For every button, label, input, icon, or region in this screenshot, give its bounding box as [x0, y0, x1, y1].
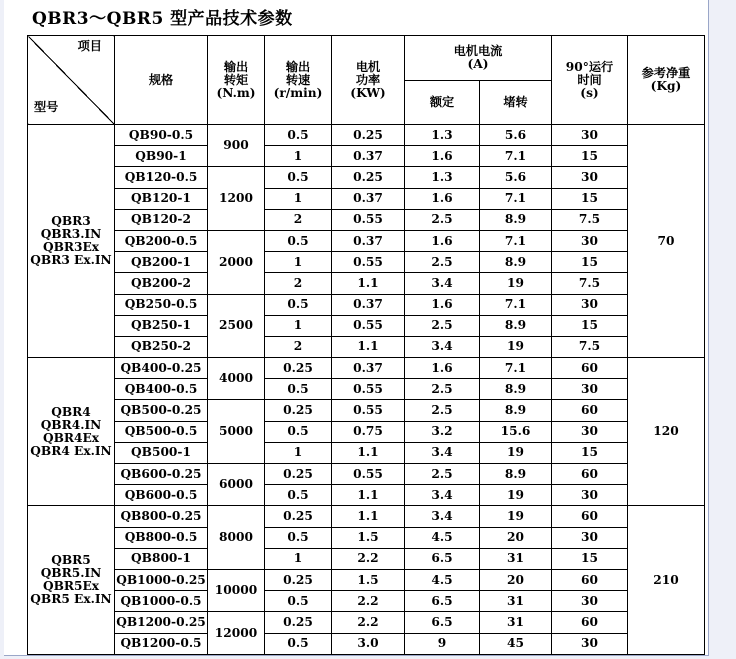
spec-cell: QB200-2	[115, 273, 208, 294]
rated-current-cell: 1.3	[405, 125, 480, 146]
stall-current-cell: 7.1	[480, 358, 552, 379]
stall-current-cell: 15.6	[480, 421, 552, 442]
power-cell: 0.37	[332, 146, 405, 167]
run-time-cell: 30	[552, 230, 628, 251]
header-item-label: 项目	[77, 39, 102, 53]
speed-cell: 0.5	[265, 591, 332, 612]
table-row	[28, 464, 705, 485]
spec-cell: QB90-1	[115, 146, 208, 167]
run-time-cell: 30	[552, 485, 628, 506]
power-cell: 0.37	[332, 294, 405, 315]
speed-cell: 0.25	[265, 506, 332, 527]
speed-cell: 0.25	[265, 612, 332, 633]
spec-cell: QB120-1	[115, 188, 208, 209]
stall-current-cell: 7.1	[480, 188, 552, 209]
stall-current-cell: 19	[480, 506, 552, 527]
power-cell: 2.2	[332, 591, 405, 612]
rated-current-cell: 3.4	[405, 442, 480, 463]
rated-current-cell: 1.6	[405, 230, 480, 251]
model-name: QBR4.IN	[40, 417, 102, 432]
power-cell: 1.1	[332, 273, 405, 294]
spec-cell: QB1000-0.25	[115, 569, 208, 590]
spec-cell: QB250-1	[115, 315, 208, 336]
header-power: 电机 功率 (KW)	[332, 36, 405, 125]
table-row	[28, 591, 705, 612]
torque-cell: 5000	[208, 400, 265, 464]
model-name: QBR3Ex	[42, 240, 100, 255]
model-name: QBR3	[51, 214, 91, 229]
stall-current-cell: 7.1	[480, 230, 552, 251]
spec-cell: QB500-0.5	[115, 421, 208, 442]
torque-cell: 2500	[208, 294, 265, 358]
document-frame	[4, 0, 709, 656]
spec-cell: QB400-0.25	[115, 358, 208, 379]
run-time-cell: 15	[552, 188, 628, 209]
rated-current-cell: 2.5	[405, 464, 480, 485]
stall-current-cell: 20	[480, 569, 552, 590]
run-time-cell: 60	[552, 400, 628, 421]
power-cell: 0.37	[332, 188, 405, 209]
power-cell: 3.0	[332, 633, 405, 654]
table-row	[28, 125, 705, 146]
run-time-cell: 30	[552, 527, 628, 548]
table-row	[28, 548, 705, 569]
table-row	[28, 315, 705, 336]
model-cell	[28, 506, 115, 654]
run-time-cell: 7.5	[552, 209, 628, 230]
stall-current-cell: 19	[480, 273, 552, 294]
spec-cell: QB800-0.25	[115, 506, 208, 527]
stall-current-cell: 8.9	[480, 209, 552, 230]
rated-current-cell: 3.4	[405, 336, 480, 357]
header-stall-current: 堵转	[480, 81, 552, 125]
stall-current-cell: 5.6	[480, 167, 552, 188]
spec-cell: QB120-0.5	[115, 167, 208, 188]
table-row	[28, 146, 705, 167]
rated-current-cell: 9	[405, 633, 480, 654]
table-row	[28, 421, 705, 442]
table-row	[28, 569, 705, 590]
power-cell: 0.37	[332, 230, 405, 251]
speed-cell: 0.5	[265, 421, 332, 442]
speed-cell: 0.5	[265, 294, 332, 315]
rated-current-cell: 1.6	[405, 294, 480, 315]
stall-current-cell: 31	[480, 591, 552, 612]
rated-current-cell: 6.5	[405, 548, 480, 569]
rated-current-cell: 2.5	[405, 252, 480, 273]
header-rated-current: 额定	[405, 81, 480, 125]
model-cell	[28, 125, 115, 358]
table-row	[28, 188, 705, 209]
speed-cell: 1	[265, 146, 332, 167]
power-cell: 1.1	[332, 336, 405, 357]
spec-cell: QB1200-0.25	[115, 612, 208, 633]
torque-cell: 2000	[208, 230, 265, 294]
torque-cell: 4000	[208, 358, 265, 400]
spec-cell: QB250-0.5	[115, 294, 208, 315]
spec-cell: QB250-2	[115, 336, 208, 357]
speed-cell: 0.5	[265, 379, 332, 400]
weight-cell: 70	[628, 125, 705, 358]
power-cell: 0.55	[332, 252, 405, 273]
table-row	[28, 336, 705, 357]
run-time-cell: 30	[552, 421, 628, 442]
table-row	[28, 633, 705, 654]
run-time-cell: 30	[552, 591, 628, 612]
speed-cell: 0.5	[265, 230, 332, 251]
spec-cell: QB600-0.25	[115, 464, 208, 485]
spec-table	[27, 35, 705, 655]
rated-current-cell: 1.6	[405, 146, 480, 167]
model-name: QBR5 Ex.IN	[30, 592, 112, 607]
rated-current-cell: 6.5	[405, 591, 480, 612]
table-row	[28, 167, 705, 188]
spec-cell: QB600-0.5	[115, 485, 208, 506]
power-cell: 2.2	[332, 548, 405, 569]
table-row	[28, 379, 705, 400]
rated-current-cell: 1.6	[405, 188, 480, 209]
spec-cell: QB800-0.5	[115, 527, 208, 548]
speed-cell: 0.5	[265, 485, 332, 506]
table-row	[28, 230, 705, 251]
power-cell: 0.55	[332, 379, 405, 400]
header-spec: 规格	[115, 36, 208, 125]
rated-current-cell: 3.4	[405, 506, 480, 527]
stall-current-cell: 7.1	[480, 294, 552, 315]
spec-cell: QB800-1	[115, 548, 208, 569]
spec-cell: QB500-1	[115, 442, 208, 463]
speed-cell: 0.5	[265, 633, 332, 654]
run-time-cell: 7.5	[552, 273, 628, 294]
rated-current-cell: 1.3	[405, 167, 480, 188]
speed-cell: 2	[265, 336, 332, 357]
model-name: QBR4Ex	[42, 430, 100, 445]
torque-cell: 8000	[208, 506, 265, 570]
model-name: QBR3.IN	[40, 227, 102, 242]
stall-current-cell: 19	[480, 336, 552, 357]
power-cell: 1.1	[332, 485, 405, 506]
rated-current-cell: 1.6	[405, 358, 480, 379]
stall-current-cell: 19	[480, 485, 552, 506]
rated-current-cell: 2.5	[405, 315, 480, 336]
header-speed: 输出 转速 (r/min)	[265, 36, 332, 125]
run-time-cell: 15	[552, 442, 628, 463]
speed-cell: 0.5	[265, 167, 332, 188]
spec-cell: QB1200-0.5	[115, 633, 208, 654]
spec-cell: QB120-2	[115, 209, 208, 230]
stall-current-cell: 8.9	[480, 464, 552, 485]
model-cell	[28, 358, 115, 506]
table-row	[28, 612, 705, 633]
speed-cell: 0.5	[265, 527, 332, 548]
run-time-cell: 60	[552, 612, 628, 633]
header-torque: 输出 转矩 (N.m)	[208, 36, 265, 125]
power-cell: 0.25	[332, 167, 405, 188]
speed-cell: 1	[265, 252, 332, 273]
table-row	[28, 358, 705, 379]
power-cell: 0.55	[332, 400, 405, 421]
stall-current-cell: 5.6	[480, 125, 552, 146]
stall-current-cell: 31	[480, 612, 552, 633]
stall-current-cell: 7.1	[480, 146, 552, 167]
run-time-cell: 15	[552, 252, 628, 273]
spec-cell: QB200-0.5	[115, 230, 208, 251]
table-row	[28, 209, 705, 230]
speed-cell: 2	[265, 209, 332, 230]
run-time-cell: 30	[552, 167, 628, 188]
model-name: QBR4 Ex.IN	[30, 443, 112, 458]
rated-current-cell: 3.4	[405, 485, 480, 506]
spec-cell: QB200-1	[115, 252, 208, 273]
rated-current-cell: 2.5	[405, 209, 480, 230]
table-row	[28, 485, 705, 506]
rated-current-cell: 4.5	[405, 527, 480, 548]
header-model-label: 型号	[34, 100, 59, 114]
stall-current-cell: 8.9	[480, 400, 552, 421]
header-run-time: 90°运行 时间 (s)	[552, 36, 628, 125]
rated-current-cell: 6.5	[405, 612, 480, 633]
speed-cell: 0.25	[265, 464, 332, 485]
table-row	[28, 252, 705, 273]
speed-cell: 1	[265, 442, 332, 463]
table-row	[28, 442, 705, 463]
speed-cell: 1	[265, 315, 332, 336]
power-cell: 2.2	[332, 612, 405, 633]
power-cell: 1.5	[332, 527, 405, 548]
rated-current-cell: 3.4	[405, 273, 480, 294]
speed-cell: 2	[265, 273, 332, 294]
speed-cell: 1	[265, 188, 332, 209]
spec-cell: QB1000-0.5	[115, 591, 208, 612]
stall-current-cell: 45	[480, 633, 552, 654]
model-name: QBR4	[51, 404, 91, 419]
power-cell: 0.55	[332, 464, 405, 485]
speed-cell: 0.25	[265, 400, 332, 421]
model-name: QBR5	[51, 553, 91, 568]
table-body	[28, 125, 705, 655]
speed-cell: 0.25	[265, 569, 332, 590]
header-current: 电机电流 (A)	[405, 36, 552, 81]
run-time-cell: 30	[552, 294, 628, 315]
spec-cell: QB90-0.5	[115, 125, 208, 146]
power-cell: 1.1	[332, 506, 405, 527]
power-cell: 1.5	[332, 569, 405, 590]
model-name: QBR5.IN	[40, 566, 102, 581]
torque-cell: 12000	[208, 612, 265, 654]
rated-current-cell: 4.5	[405, 569, 480, 590]
power-cell: 1.1	[332, 442, 405, 463]
power-cell: 0.25	[332, 125, 405, 146]
rated-current-cell: 2.5	[405, 379, 480, 400]
table-row	[28, 294, 705, 315]
model-name: QBR5Ex	[42, 579, 100, 594]
torque-cell: 10000	[208, 569, 265, 611]
header-diagonal-cell	[28, 36, 115, 125]
rated-current-cell: 3.2	[405, 421, 480, 442]
table-row	[28, 527, 705, 548]
torque-cell: 6000	[208, 464, 265, 506]
run-time-cell: 60	[552, 506, 628, 527]
run-time-cell: 60	[552, 358, 628, 379]
stall-current-cell: 20	[480, 527, 552, 548]
run-time-cell: 30	[552, 379, 628, 400]
run-time-cell: 60	[552, 569, 628, 590]
stall-current-cell: 8.9	[480, 252, 552, 273]
run-time-cell: 15	[552, 146, 628, 167]
run-time-cell: 15	[552, 548, 628, 569]
header-weight: 参考净重 (Kg)	[628, 36, 705, 125]
run-time-cell: 15	[552, 315, 628, 336]
spec-cell: QB500-0.25	[115, 400, 208, 421]
stall-current-cell: 8.9	[480, 379, 552, 400]
stall-current-cell: 31	[480, 548, 552, 569]
table-row	[28, 400, 705, 421]
stall-current-cell: 8.9	[480, 315, 552, 336]
rated-current-cell: 2.5	[405, 400, 480, 421]
weight-cell: 210	[628, 506, 705, 654]
run-time-cell: 60	[552, 464, 628, 485]
power-cell: 0.55	[332, 209, 405, 230]
table-header	[28, 36, 705, 125]
run-time-cell: 30	[552, 125, 628, 146]
power-cell: 0.37	[332, 358, 405, 379]
run-time-cell: 30	[552, 633, 628, 654]
stall-current-cell: 19	[480, 442, 552, 463]
torque-cell: 1200	[208, 167, 265, 231]
torque-cell: 900	[208, 125, 265, 167]
power-cell: 0.75	[332, 421, 405, 442]
speed-cell: 0.25	[265, 358, 332, 379]
power-cell: 0.55	[332, 315, 405, 336]
table-row	[28, 506, 705, 527]
speed-cell: 1	[265, 548, 332, 569]
table-row	[28, 273, 705, 294]
run-time-cell: 7.5	[552, 336, 628, 357]
speed-cell: 0.5	[265, 125, 332, 146]
model-name: QBR3 Ex.IN	[30, 253, 112, 268]
page-title: QBR3～QBR5 型产品技术参数	[32, 9, 293, 29]
weight-cell: 120	[628, 358, 705, 506]
spec-cell: QB400-0.5	[115, 379, 208, 400]
